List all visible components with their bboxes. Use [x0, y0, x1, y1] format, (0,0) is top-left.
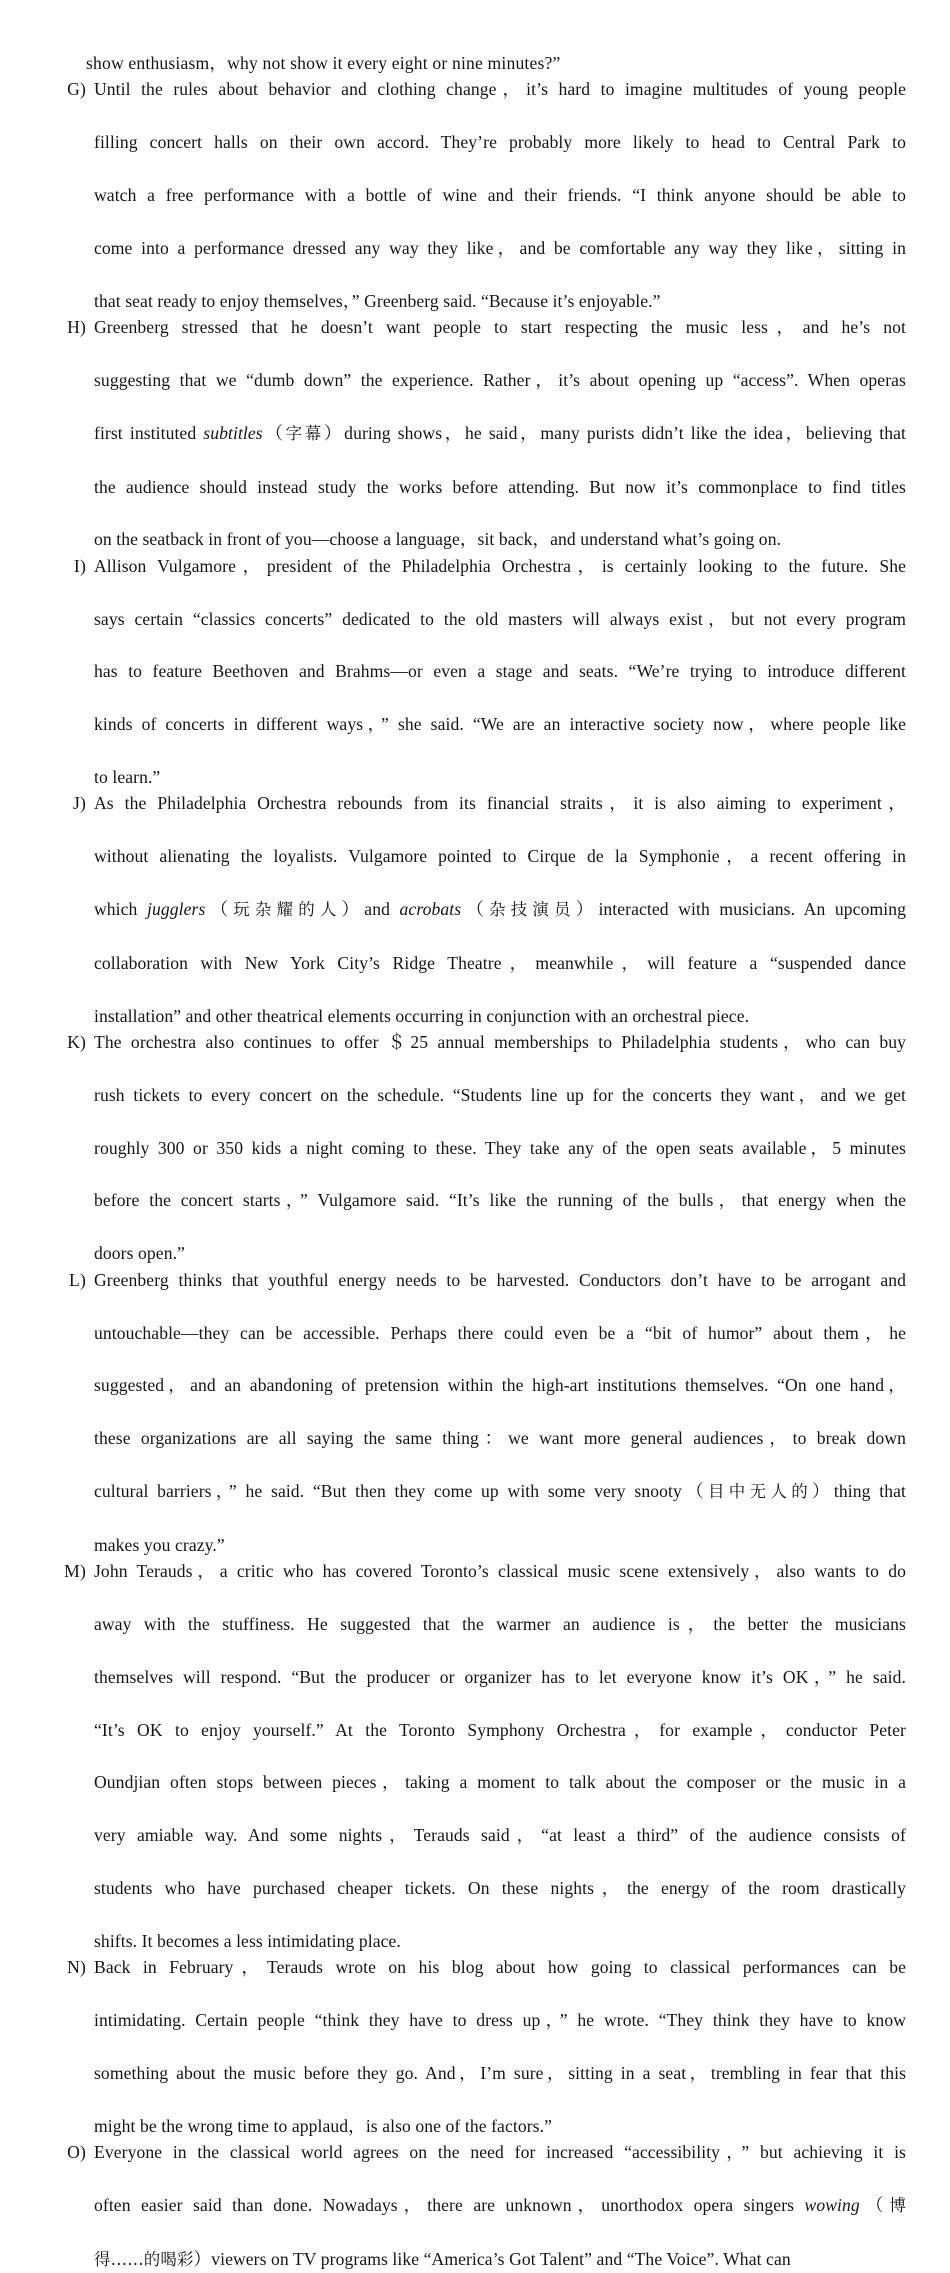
chinese-gloss-part: 得……的喝彩 [94, 2249, 194, 2269]
paragraph-text-m [94, 1558, 906, 1954]
line-with-gloss: 得……的喝彩）viewers on TV programs like “America’s Got Talent” and “The Voice”. What can [94, 2248, 791, 2269]
line: roughly 300 or 350 kids a night coming to these. They take any of the open seats available，5 minutes [94, 1137, 906, 1158]
paragraph-label-g: G) [67, 79, 86, 100]
paragraph-text-k [94, 1029, 906, 1267]
line: As the Philadelphia Orchestra rebounds from its financial straits，it is also aiming to experiment， [94, 793, 906, 814]
paragraph-l [58, 1267, 906, 1558]
paragraph-k [58, 1029, 906, 1267]
line: kinds of concerts in different ways，” she said. “We are an interactive society now，where people like [94, 714, 906, 735]
line: doors open.” [94, 1243, 185, 1264]
line: Oundjian often stops between pieces，taking a moment to talk about the composer or the music in a [94, 1772, 906, 1793]
line: very amiable way. And some nights，Terauds said，“at least a third” of the audience consists of [94, 1825, 906, 1846]
paragraph-n [58, 1954, 906, 2139]
line-with-gloss: first instituted subtitles（字幕）during shows，he said，many purists didn’t like the idea，believing that [94, 422, 906, 443]
italic-term: acrobats [399, 899, 462, 919]
continuation-line [86, 50, 906, 76]
line: collaboration with New York City’s Ridge Theatre，meanwhile，will feature a “suspended dance [94, 952, 906, 973]
paragraph-text-j [94, 790, 906, 1029]
line: John Terauds，a critic who has covered Toronto’s classical music scene extensively，also wants to do [94, 1561, 906, 1582]
line-with-gloss: which jugglers（玩杂耀的人）and acrobats（杂技演员）interacted with musicians. An upcoming [94, 899, 906, 919]
line: without alienating the loyalists. Vulgamore pointed to Cirque de la Symphonie，a recent offering in [94, 846, 906, 867]
paragraph-i [58, 553, 906, 791]
line: away with the stuffiness. He suggested that the warmer an audience is，the better the musicians [94, 1613, 906, 1634]
line: suggesting that we “dumb down” the experience. Rather，it’s about opening up “access”. When operas [94, 369, 906, 390]
italic-term: wowing [804, 2194, 860, 2215]
line: come into a performance dressed any way they like，and be comfortable any way they like，sitting in [94, 237, 906, 258]
line: themselves will respond. “But the producer or organizer has to let everyone know it’s OK，” he said. [94, 1666, 906, 1687]
line: watch a free performance with a bottle of wine and their friends. “I think anyone should be able to [94, 185, 906, 206]
chinese-gloss-part: 博 [889, 2195, 906, 2215]
line: Everyone in the classical world agrees on the need for increased “accessibility，” but achieving it is [94, 2142, 906, 2163]
line: to learn.” [94, 766, 161, 787]
line: Greenberg stressed that he doesn’t want people to start respecting the music less，and he’s not [94, 317, 906, 338]
paragraph-label-l: L) [69, 1269, 86, 1290]
line: Back in February，Terauds wrote on his blog about how going to classical performances can be [94, 1957, 906, 1978]
paragraph-label-m: M) [64, 1561, 86, 1582]
paragraph-label-k: K) [67, 1032, 86, 1053]
line: intimidating. Certain people “think they have to dress up，” he wrote. “They think they have to know [94, 2010, 906, 2031]
line: filling concert halls on their own accord. They’re probably more likely to head to Central Park to [94, 132, 906, 153]
line: “It’s OK to enjoy yourself.” At the Toronto Symphony Orchestra，for example，conductor Peter [94, 1719, 906, 1740]
line-with-gloss: cultural barriers，” he said. “But then they come up with some very snooty（目中无人的）thing that [94, 1480, 906, 1501]
paragraph-text-i [94, 553, 906, 791]
paragraph-label-h: H) [67, 317, 86, 338]
chinese-gloss: 字幕 [285, 423, 324, 443]
line: rush tickets to every concert on the schedule. “Students line up for the concerts they want，and we get [94, 1084, 906, 1105]
line: that seat ready to enjoy themselves，” Greenberg said. “Because it’s enjoyable.” [94, 290, 661, 311]
line: shifts. It becomes a less intimidating place. [94, 1930, 401, 1951]
line: Until the rules about behavior and clothing change，it’s hard to imagine multitudes of young people [94, 79, 906, 100]
line: says certain “classics concerts” dedicated to the old masters will always exist，but not every program [94, 608, 906, 629]
line: on the seatback in front of you—choose a language，sit back，and understand what’s going on. [94, 529, 782, 550]
line: has to feature Beethoven and Brahms—or even a stage and seats. “We’re trying to introduce different [94, 661, 906, 682]
paragraph-text-o [94, 2139, 906, 2273]
line: something about the music before they go. And，I’m sure，sitting in a seat，trembling in fear that this [94, 2062, 906, 2083]
italic-term: jugglers [147, 899, 206, 919]
paragraph-label-o: O) [67, 2142, 86, 2163]
line: students who have purchased cheaper tickets. On these nights，the energy of the room drastically [94, 1878, 906, 1899]
paragraph-m [58, 1558, 906, 1954]
line: Allison Vulgamore，president of the Philadelphia Orchestra，is certainly looking to the future. She [94, 555, 906, 576]
passage-body [58, 50, 906, 2273]
line: installation” and other theatrical elements occurring in conjunction with an orchestral piece. [94, 1005, 750, 1026]
paragraph-h [58, 314, 906, 553]
paragraph-label-i: I) [73, 555, 86, 576]
chinese-gloss: 玩杂耀的人 [233, 900, 342, 919]
paragraph-text-l [94, 1267, 906, 1558]
line: makes you crazy.” [94, 1534, 225, 1555]
line: the audience should instead study the works before attending. But now it’s commonplace to find titles [94, 476, 906, 497]
line: might be the wrong time to applaud，is also one of the factors.” [94, 2115, 552, 2136]
chinese-gloss: 目中无人的 [707, 1481, 813, 1501]
line: untouchable—they can be accessible. Perhaps there could even be a “bit of humor” about them，he [94, 1322, 906, 1343]
line: these organizations are all saying the same thing：we want more general audiences，to break down [94, 1428, 906, 1449]
paragraph-o [58, 2139, 906, 2273]
paragraph-label-j: J) [72, 793, 86, 814]
paragraph-text-g [94, 76, 906, 314]
italic-term: subtitles [203, 422, 263, 443]
paragraph-g [58, 76, 906, 314]
paragraph-j [58, 790, 906, 1029]
paragraph-text-n [94, 1954, 906, 2139]
chinese-gloss: 杂技演员 [489, 900, 576, 919]
line: suggested，and an abandoning of pretension within the high-art institutions themselves. “On one hand， [94, 1375, 906, 1396]
line-with-gloss: often easier said than done. Nowadays，there are unknown，unorthodox opera singers wowing（博 [94, 2194, 906, 2215]
line: Greenberg thinks that youthful energy needs to be harvested. Conductors don’t have to be arrogant and [94, 1269, 906, 1290]
continuation-line-text: show enthusiasm，why not show it every eight or nine minutes?” [86, 53, 561, 73]
line: before the concert starts，” Vulgamore said. “It’s like the running of the bulls，that energy when the [94, 1190, 906, 1211]
paragraph-label-n: N) [67, 1957, 86, 1978]
line: The orchestra also continues to offer ＄25 annual memberships to Philadelphia students，who can buy [94, 1032, 906, 1053]
paragraph-text-h [94, 314, 906, 553]
